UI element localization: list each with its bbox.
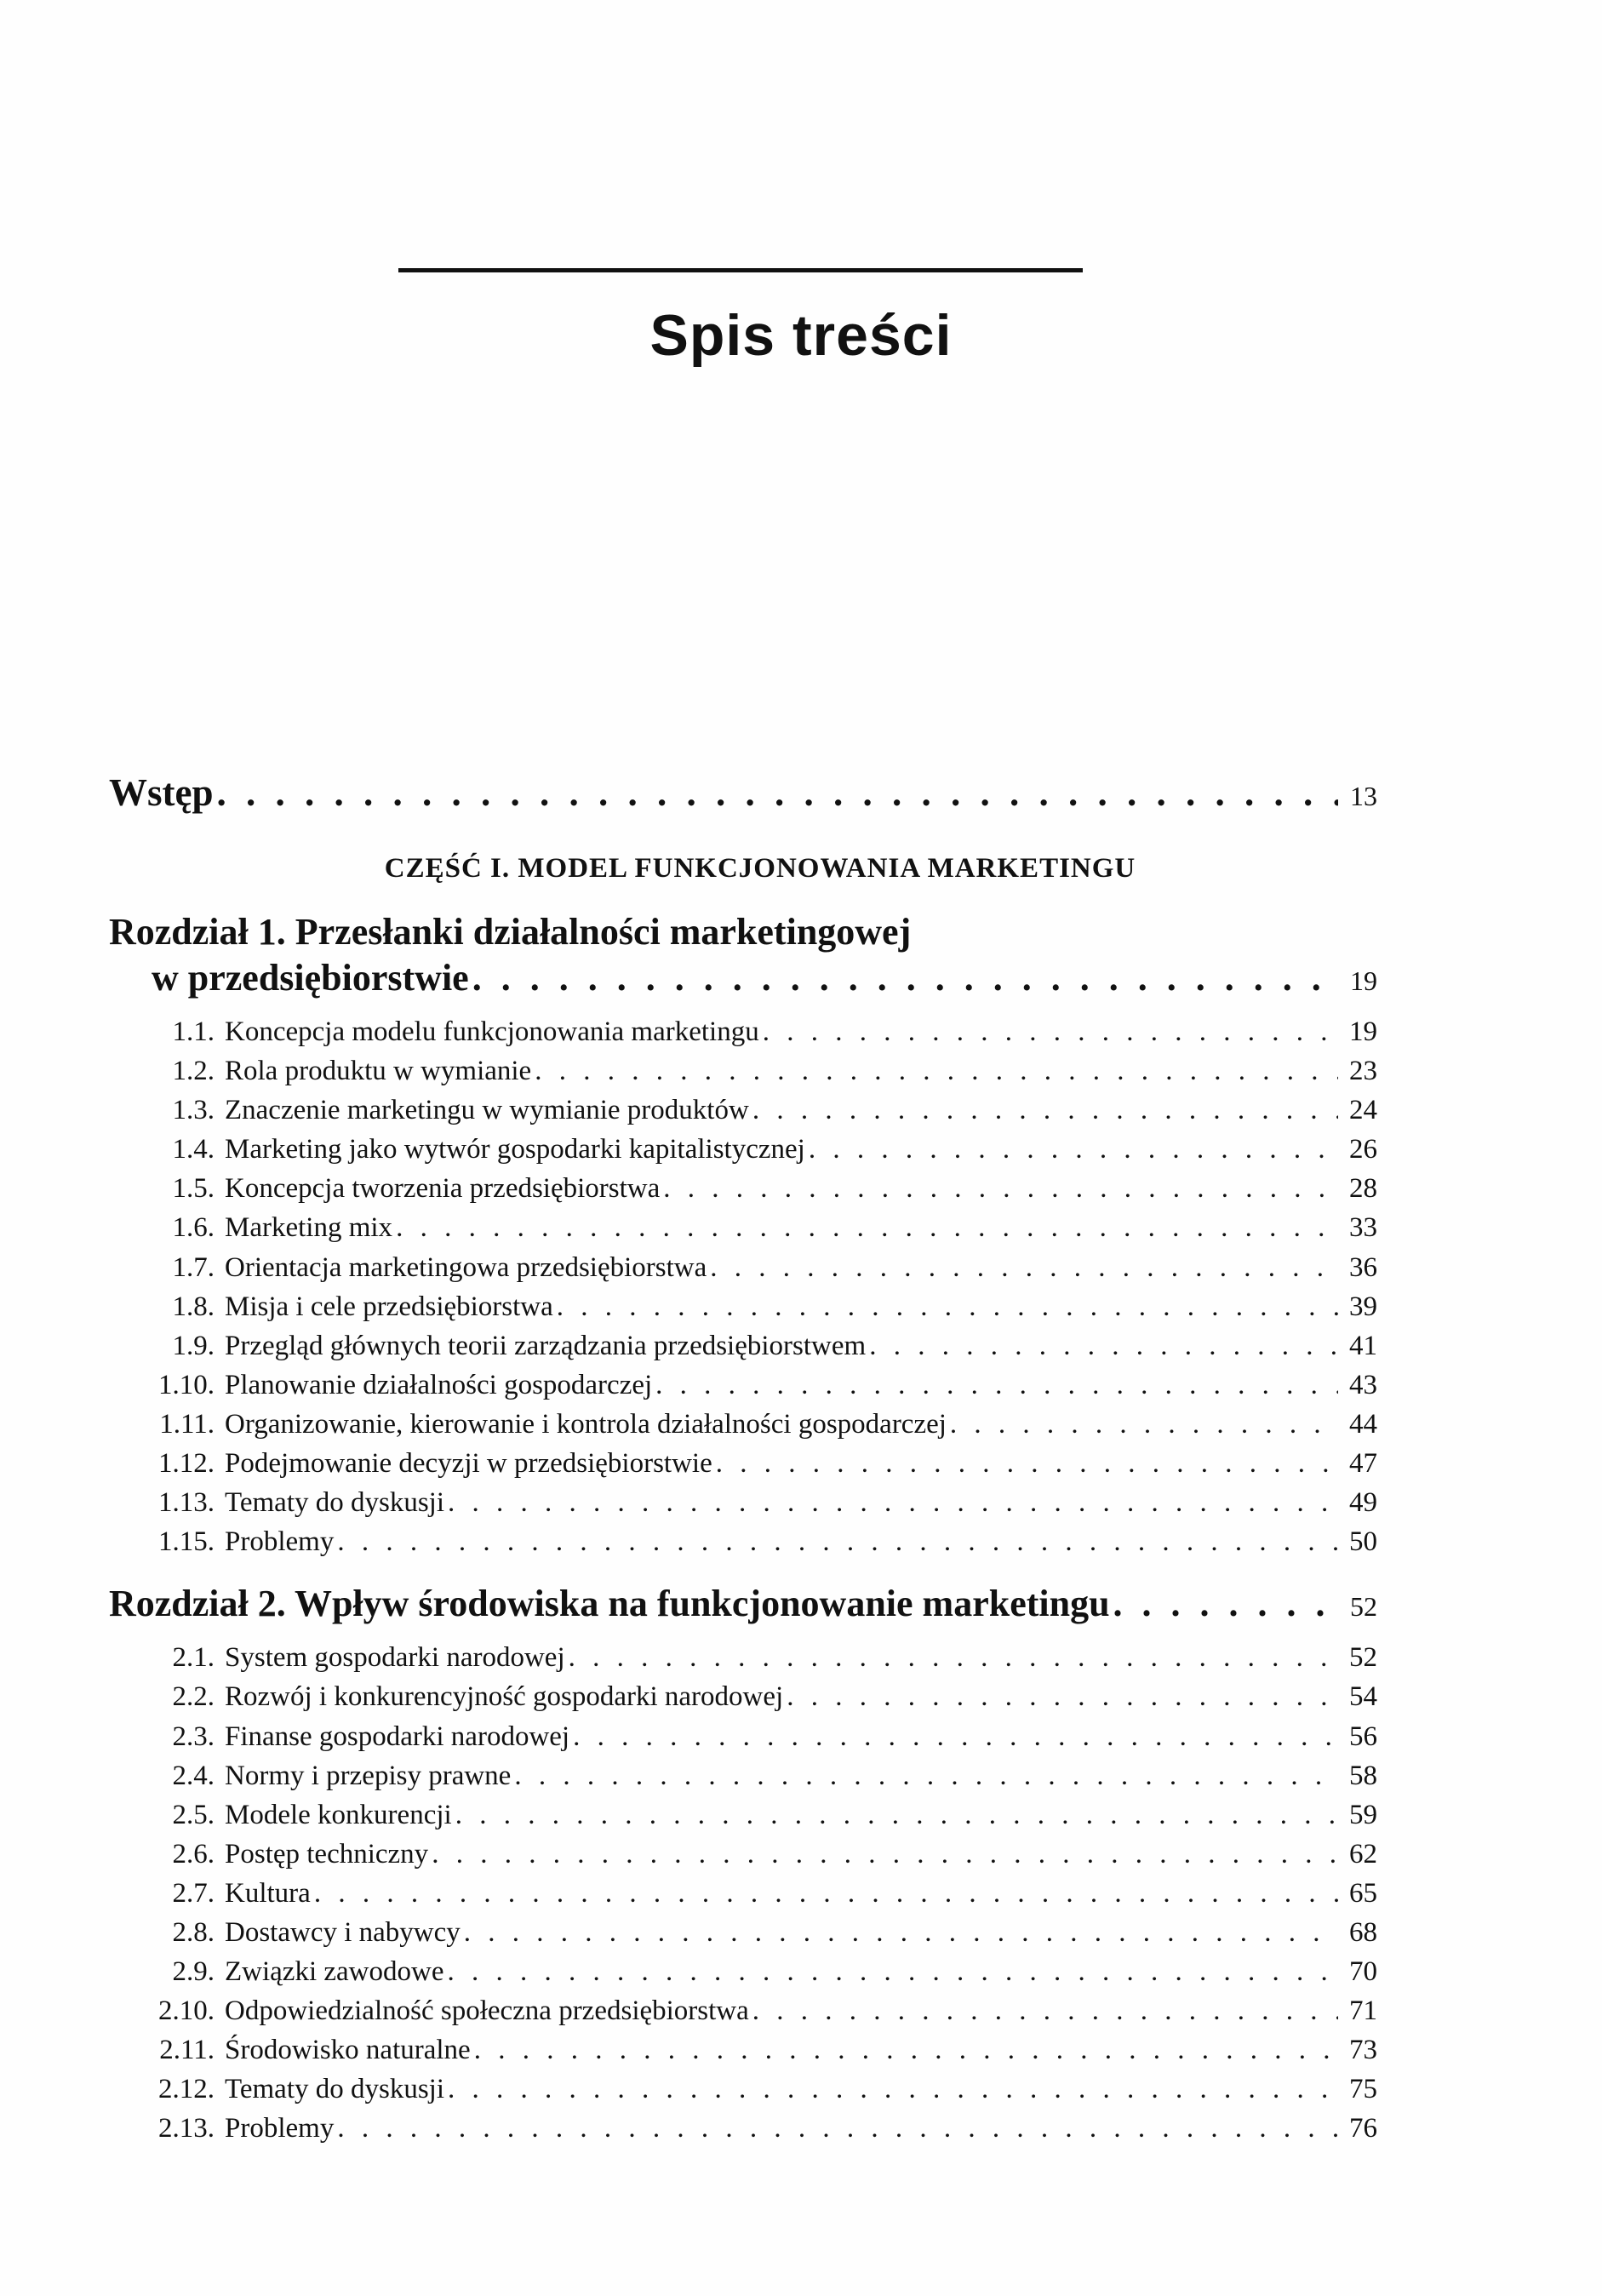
section-page: 39	[1349, 1291, 1377, 1322]
toc-section-entry	[109, 1091, 1377, 1130]
section-title: Rola produktu w wymianie	[225, 1056, 532, 1087]
section-number: 1.3.	[172, 1095, 215, 1126]
page-title: Spis treści	[649, 303, 953, 368]
dot-leader	[655, 1366, 1338, 1405]
section-title: Znaczenie marketingu w wymianie produktów	[225, 1095, 749, 1126]
toc-section-entry	[109, 1835, 1377, 1874]
section-title: Finanse gospodarki narodowej	[225, 1721, 570, 1752]
section-number: 2.12.	[158, 2074, 215, 2105]
toc-section-entry	[109, 1913, 1377, 1952]
section-title: Organizowanie, kierowanie i kontrola działalności gospodarczej	[225, 1408, 947, 1440]
chapter-title-line1: Rozdział 2. Wpływ środowiska na funkcjonowanie marketingu	[109, 1583, 1110, 1625]
section-title: Związki zawodowe	[225, 1956, 444, 1988]
toc-section-entry	[109, 1795, 1377, 1835]
dot-leader	[573, 1717, 1338, 1756]
dot-leader	[663, 1169, 1338, 1208]
section-number: 2.6.	[172, 1838, 215, 1869]
section-number: 1.11.	[159, 1408, 215, 1440]
section-title: Misja i cele przedsiębiorstwa	[225, 1291, 553, 1322]
section-number: 2.7.	[172, 1877, 215, 1909]
section-title: Rozwój i konkurencyjność gospodarki narodowej	[225, 1681, 784, 1713]
section-number: 1.15.	[158, 1526, 215, 1558]
section-number: 2.11.	[159, 2035, 215, 2066]
toc-section-entry	[109, 1287, 1377, 1326]
dot-leader	[1113, 1582, 1338, 1625]
section-title: Marketing jako wytwór gospodarki kapitalistycznej	[225, 1134, 805, 1165]
section-page: 23	[1349, 1056, 1377, 1087]
section-number: 1.10.	[158, 1369, 215, 1400]
dot-leader	[464, 1913, 1338, 1952]
section-number: 1.13.	[158, 1487, 215, 1519]
toc-section-entry	[109, 2030, 1377, 2070]
section-number: 2.9.	[172, 1956, 215, 1988]
toc-section-entry	[109, 1012, 1377, 1051]
section-title: Tematy do dyskusji	[225, 2074, 445, 2105]
section-page: 50	[1349, 1526, 1377, 1558]
dot-leader	[752, 1091, 1338, 1130]
dot-leader	[869, 1326, 1338, 1366]
section-page: 24	[1349, 1095, 1377, 1126]
section-page: 33	[1349, 1212, 1377, 1244]
chapter-title-line2-row	[109, 956, 1377, 1004]
dot-leader	[314, 1874, 1338, 1913]
section-page: 44	[1349, 1408, 1377, 1440]
intro-label: Wstęp	[109, 771, 214, 814]
toc-section-entry	[109, 1522, 1377, 1561]
section-page: 62	[1349, 1838, 1377, 1869]
section-number: 1.4.	[172, 1134, 215, 1165]
dot-leader	[396, 1208, 1338, 1247]
dot-leader	[809, 1130, 1338, 1169]
toc-section-entry	[109, 1208, 1377, 1247]
section-title: Orientacja marketingowa przedsiębiorstwa	[225, 1251, 707, 1283]
section-page: 70	[1349, 1956, 1377, 1988]
dot-leader	[569, 1638, 1338, 1677]
toc-section-entry	[109, 2070, 1377, 2109]
section-title: Planowanie działalności gospodarczej	[225, 1369, 653, 1400]
toc-section-entry	[109, 1130, 1377, 1169]
section-number: 1.1.	[172, 1016, 215, 1047]
dot-leader	[448, 2070, 1338, 2109]
dot-leader	[472, 956, 1338, 999]
section-page: 56	[1349, 1721, 1377, 1752]
title-rule	[398, 268, 1083, 272]
chapter-1	[109, 908, 1377, 1004]
dot-leader	[787, 1677, 1338, 1716]
toc-section-entry	[109, 1952, 1377, 1991]
section-page: 43	[1349, 1369, 1377, 1400]
section-title: Problemy	[225, 1526, 335, 1558]
section-page: 49	[1349, 1487, 1377, 1519]
toc-section-entry	[109, 1051, 1377, 1091]
dot-leader	[474, 2030, 1338, 2070]
dot-leader	[447, 1952, 1338, 1991]
dot-leader	[448, 1483, 1338, 1522]
section-number: 2.5.	[172, 1799, 215, 1830]
toc-section-entry	[109, 1169, 1377, 1208]
section-page: 41	[1349, 1330, 1377, 1361]
toc-section-entry	[109, 1638, 1377, 1677]
section-page: 59	[1349, 1799, 1377, 1830]
section-page: 58	[1349, 1760, 1377, 1791]
toc-section-entry	[109, 1717, 1377, 1756]
section-title: Postęp techniczny	[225, 1838, 429, 1869]
section-number: 2.13.	[158, 2113, 215, 2144]
section-title: Koncepcja tworzenia przedsiębiorstwa	[225, 1173, 661, 1205]
section-title: Normy i przepisy prawne	[225, 1760, 512, 1791]
section-page: 65	[1349, 1877, 1377, 1909]
section-title: Marketing mix	[225, 1212, 393, 1244]
chapter-title-row	[109, 1582, 1377, 1629]
section-page: 26	[1349, 1134, 1377, 1165]
toc-section-entry	[109, 1756, 1377, 1795]
dot-leader	[455, 1795, 1338, 1835]
section-page: 52	[1349, 1642, 1377, 1674]
section-title: Problemy	[225, 2113, 335, 2144]
section-title: System gospodarki narodowej	[225, 1642, 565, 1674]
section-page: 54	[1349, 1681, 1377, 1713]
dot-leader	[557, 1287, 1338, 1326]
section-number: 1.6.	[172, 1212, 215, 1244]
dot-leader	[752, 1991, 1338, 2030]
section-page: 36	[1349, 1251, 1377, 1283]
dot-leader	[337, 2109, 1338, 2148]
toc-section-entry	[109, 1991, 1377, 2030]
section-number: 1.12.	[158, 1448, 215, 1480]
chapter-page: 52	[1350, 1591, 1377, 1623]
toc-section-entry	[109, 1248, 1377, 1287]
intro-page: 13	[1350, 781, 1377, 811]
dot-leader	[514, 1756, 1338, 1795]
section-number: 2.10.	[158, 1995, 215, 2027]
dot-leader	[950, 1405, 1338, 1444]
section-number: 1.8.	[172, 1291, 215, 1322]
section-title: Środowisko naturalne	[225, 2035, 471, 2066]
toc-section-entry	[109, 2109, 1377, 2148]
toc-section-entry	[109, 1874, 1377, 1913]
dot-leader	[716, 1444, 1338, 1483]
section-title: Kultura	[225, 1877, 311, 1909]
section-number: 1.5.	[172, 1173, 215, 1205]
dot-leader	[217, 770, 1339, 815]
part-heading: CZĘŚĆ I. MODEL FUNKCJONOWANIA MARKETINGU	[384, 853, 1136, 884]
dot-leader	[763, 1012, 1338, 1051]
dot-leader	[535, 1051, 1338, 1091]
section-page: 76	[1349, 2113, 1377, 2144]
section-page: 19	[1349, 1016, 1377, 1047]
chapter-2-sections	[109, 1638, 1377, 2148]
section-number: 1.9.	[172, 1330, 215, 1361]
section-number: 1.2.	[172, 1056, 215, 1087]
chapter-title-line1: Rozdział 1. Przesłanki działalności marketingowej	[109, 911, 912, 953]
chapter-1-sections	[109, 1012, 1377, 1561]
toc-section-entry	[109, 1366, 1377, 1405]
section-page: 47	[1349, 1448, 1377, 1480]
dot-leader	[710, 1248, 1338, 1287]
dot-leader	[337, 1522, 1338, 1561]
toc-section-entry	[109, 1483, 1377, 1522]
section-title: Modele konkurencji	[225, 1799, 452, 1830]
section-title: Podejmowanie decyzji w przedsiębiorstwie	[225, 1448, 712, 1480]
chapter-2	[109, 1582, 1377, 1629]
chapter-page: 19	[1350, 965, 1377, 996]
section-number: 1.7.	[172, 1251, 215, 1283]
section-page: 68	[1349, 1916, 1377, 1948]
table-of-contents	[109, 770, 1377, 2149]
section-title: Odpowiedzialność społeczna przedsiębiorstwa	[225, 1995, 749, 2027]
toc-section-entry	[109, 1326, 1377, 1366]
toc-intro-entry	[109, 770, 1377, 830]
section-page: 75	[1349, 2074, 1377, 2105]
toc-section-entry	[109, 1405, 1377, 1444]
toc-section-entry	[109, 1677, 1377, 1716]
section-title: Dostawcy i nabywcy	[225, 1916, 461, 1948]
section-page: 73	[1349, 2035, 1377, 2066]
section-number: 2.1.	[172, 1642, 215, 1674]
section-number: 2.8.	[172, 1916, 215, 1948]
section-title: Koncepcja modelu funkcjonowania marketingu	[225, 1016, 759, 1047]
section-number: 2.2.	[172, 1681, 215, 1713]
toc-section-entry	[109, 1444, 1377, 1483]
dot-leader	[432, 1835, 1338, 1874]
section-page: 28	[1349, 1173, 1377, 1205]
section-title: Przegląd głównych teorii zarządzania przedsiębiorstwem	[225, 1330, 867, 1361]
section-title: Tematy do dyskusji	[225, 1487, 445, 1519]
section-number: 2.3.	[172, 1721, 215, 1752]
section-number: 2.4.	[172, 1760, 215, 1791]
section-page: 71	[1349, 1995, 1377, 2027]
chapter-title-line2: w przedsiębiorstwie	[152, 957, 469, 999]
